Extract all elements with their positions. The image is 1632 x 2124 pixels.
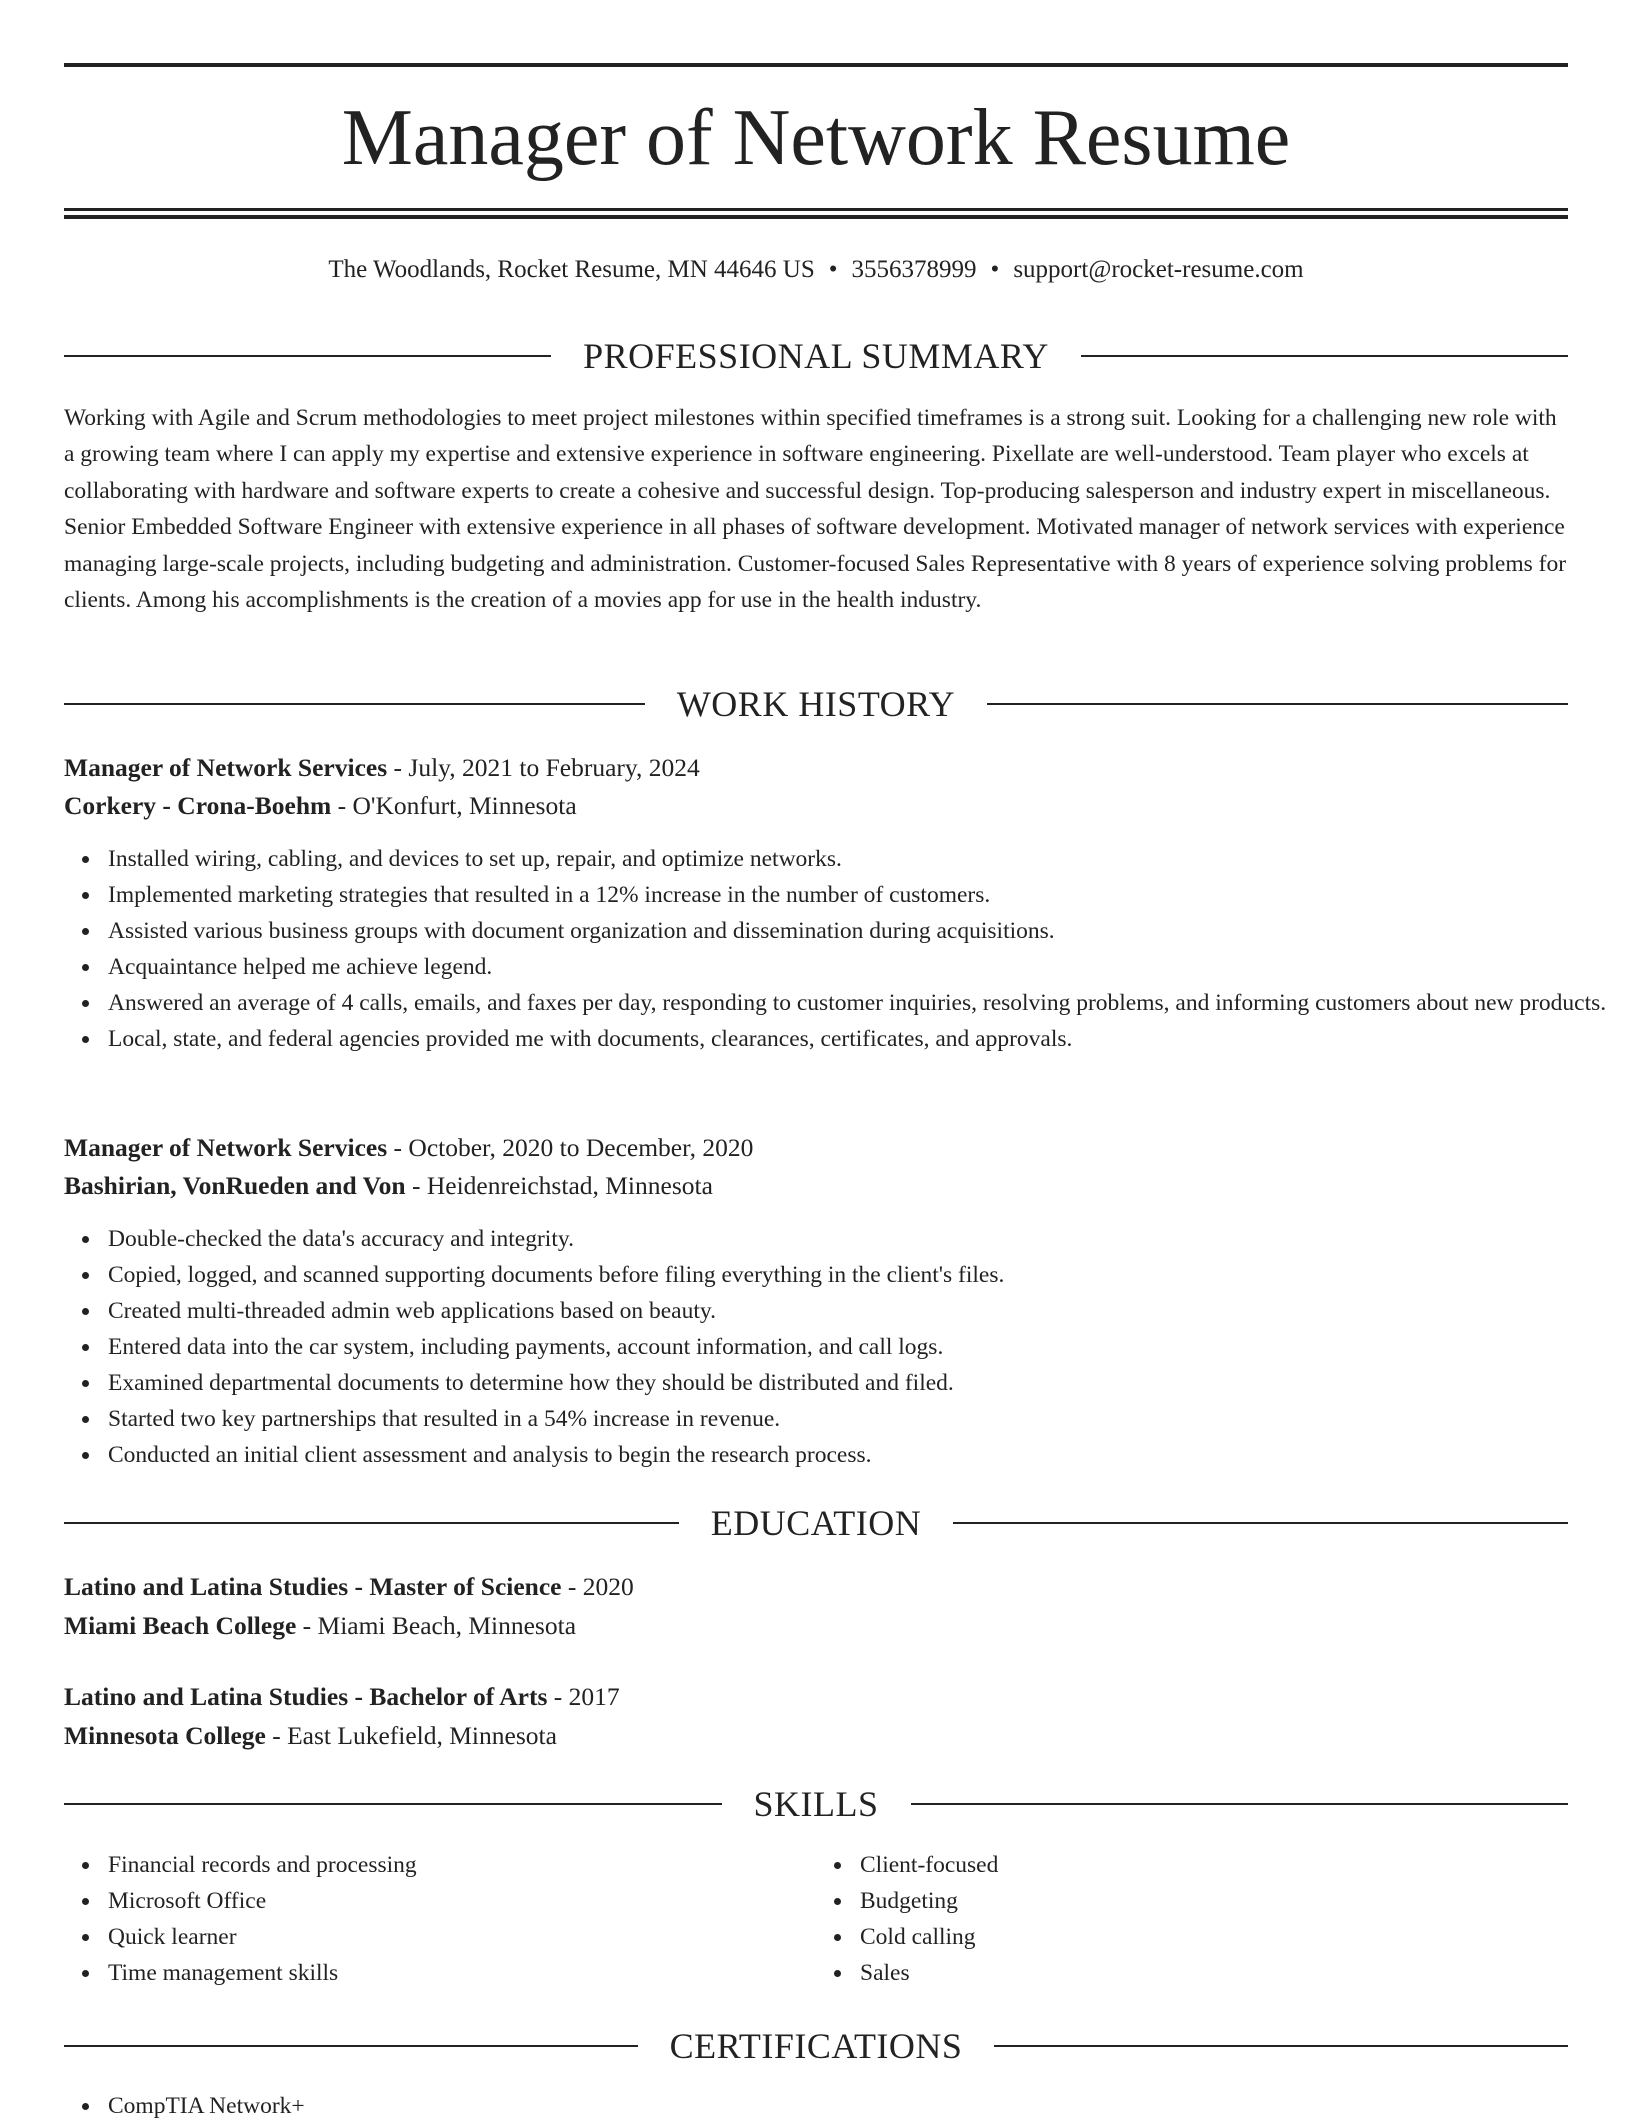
education-location: - Miami Beach, Minnesota <box>296 1611 577 1640</box>
skills-list-left <box>64 1847 816 1991</box>
list-item: Answered an average of 4 calls, emails, and faxes per day, responding to customer inquiries, resolving problems, and informing customers about new products. <box>108 985 1612 1021</box>
job-company-line <box>64 1167 1568 1205</box>
contact-email: support@rocket-resume.com <box>1013 256 1304 283</box>
education-degree: Latino and Latina Studies - Master of Science <box>64 1572 562 1601</box>
heading-rule-left <box>64 355 551 357</box>
job-title-line <box>64 749 1568 787</box>
skill-item: Budgeting <box>860 1883 1568 1919</box>
list-item: Double-checked the data's accuracy and integrity. <box>108 1221 1612 1257</box>
list-item: Examined departmental documents to determine how they should be distributed and filed. <box>108 1365 1612 1401</box>
section-heading-work <box>64 682 1568 726</box>
skill-item: Microsoft Office <box>108 1883 816 1919</box>
skill-item: Cold calling <box>860 1919 1568 1955</box>
list-item: Local, state, and federal agencies provided me with documents, clearances, certificates, and approvals. <box>108 1021 1612 1057</box>
skills-list-right <box>816 1847 1568 1991</box>
education-school: Minnesota College <box>64 1721 266 1750</box>
job-title-line <box>64 1129 1568 1167</box>
contact-separator: • <box>828 256 838 283</box>
top-rule <box>64 63 1568 67</box>
contact-address: The Woodlands, Rocket Resume, MN 44646 US <box>328 256 815 283</box>
title-rule-lower <box>64 215 1568 219</box>
section-heading-education <box>64 1501 1568 1545</box>
job-bullets <box>64 1221 1612 1473</box>
job-title: Manager of Network Services <box>64 753 388 782</box>
heading-rule-right <box>987 703 1568 705</box>
heading-rule-right <box>953 1522 1568 1524</box>
list-item: Assisted various business groups with document organization and dissemination during acquisitions. <box>108 913 1612 949</box>
section-heading-certifications <box>64 2024 1568 2068</box>
skill-item: Sales <box>860 1955 1568 1991</box>
list-item: Implemented marketing strategies that resulted in a 12% increase in the number of customers. <box>108 877 1612 913</box>
education-year: - 2020 <box>561 1572 634 1601</box>
job-bullets <box>64 841 1612 1057</box>
skill-item: Financial records and processing <box>108 1847 816 1883</box>
education-degree: Latino and Latina Studies - Bachelor of Arts <box>64 1682 548 1711</box>
section-title: CERTIFICATIONS <box>669 2026 963 2066</box>
job-company: Corkery - Crona-Boehm <box>64 791 332 820</box>
heading-rule-left <box>64 1803 722 1805</box>
certifications-list <box>64 2088 1612 2124</box>
list-item: Installed wiring, cabling, and devices to set up, repair, and optimize networks. <box>108 841 1612 877</box>
education-school-line <box>64 1717 1568 1755</box>
job-location: - O'Konfurt, Minnesota <box>331 791 577 820</box>
list-item: Entered data into the car system, including payments, account information, and call logs. <box>108 1329 1612 1365</box>
section-heading-summary <box>64 334 1568 378</box>
section-title: SKILLS <box>753 1784 879 1824</box>
heading-rule-left <box>64 703 645 705</box>
section-title: WORK HISTORY <box>676 684 956 724</box>
job-company: Bashirian, VonRueden and Von <box>64 1171 406 1200</box>
heading-rule-left <box>64 1522 679 1524</box>
list-item: Acquaintance helped me achieve legend. <box>108 949 1612 985</box>
resume-title: Manager of Network Resume <box>341 94 1291 182</box>
heading-rule-right <box>994 2045 1568 2047</box>
education-school: Miami Beach College <box>64 1611 297 1640</box>
job-company-line <box>64 787 1568 825</box>
education-school-line <box>64 1607 1568 1645</box>
job-location: - Heidenreichstad, Minnesota <box>405 1171 713 1200</box>
heading-rule-left <box>64 2045 638 2047</box>
education-location: - East Lukefield, Minnesota <box>265 1721 557 1750</box>
education-year: - 2017 <box>547 1682 620 1711</box>
job-title: Manager of Network Services <box>64 1133 388 1162</box>
skills-columns <box>64 1847 1568 1991</box>
list-item: Conducted an initial client assessment and analysis to begin the research process. <box>108 1437 1612 1473</box>
skill-item: Time management skills <box>108 1955 816 1991</box>
section-title: PROFESSIONAL SUMMARY <box>583 336 1049 376</box>
contact-phone: 3556378999 <box>851 256 977 283</box>
skill-item: Client-focused <box>860 1847 1568 1883</box>
summary-text: Working with Agile and Scrum methodologies to meet project milestones within specified timeframes is a strong suit. Looking for a challenging new role with a growing team where I can apply my expertise and extensive experience in software engineering. Pixellate are well-understood. Team player who excels at collaborating with hardware and software experts to create a cohesive and successful design. Top-producing salesperson and industry expert in miscellaneous. Senior Embedded Software Engineer with extensive experience in all phases of software development. Motivated manager of network services with experience managing large-scale projects, including budgeting and administration. Customer-focused Sales Representative with 8 years of experience solving problems for clients. Among his accomplishments is the creation of a movies app for use in the health industry. <box>64 405 1567 614</box>
skill-item: Quick learner <box>108 1919 816 1955</box>
section-title: EDUCATION <box>710 1503 922 1543</box>
list-item: Copied, logged, and scanned supporting documents before filing everything in the client's files. <box>108 1257 1612 1293</box>
job-dates: - October, 2020 to December, 2020 <box>387 1133 754 1162</box>
certification-item: CompTIA Network+ <box>108 2088 1612 2124</box>
list-item: Created multi-threaded admin web applications based on beauty. <box>108 1293 1612 1329</box>
section-heading-skills <box>64 1782 1568 1826</box>
contact-separator: • <box>990 256 1000 283</box>
heading-rule-right <box>1081 355 1568 357</box>
education-degree-line <box>64 1568 1568 1606</box>
title-rule-upper <box>64 208 1568 211</box>
list-item: Started two key partnerships that resulted in a 54% increase in revenue. <box>108 1401 1612 1437</box>
heading-rule-right <box>911 1803 1569 1805</box>
contact-line <box>64 252 1568 288</box>
education-degree-line <box>64 1678 1568 1716</box>
job-dates: - July, 2021 to February, 2024 <box>387 753 700 782</box>
